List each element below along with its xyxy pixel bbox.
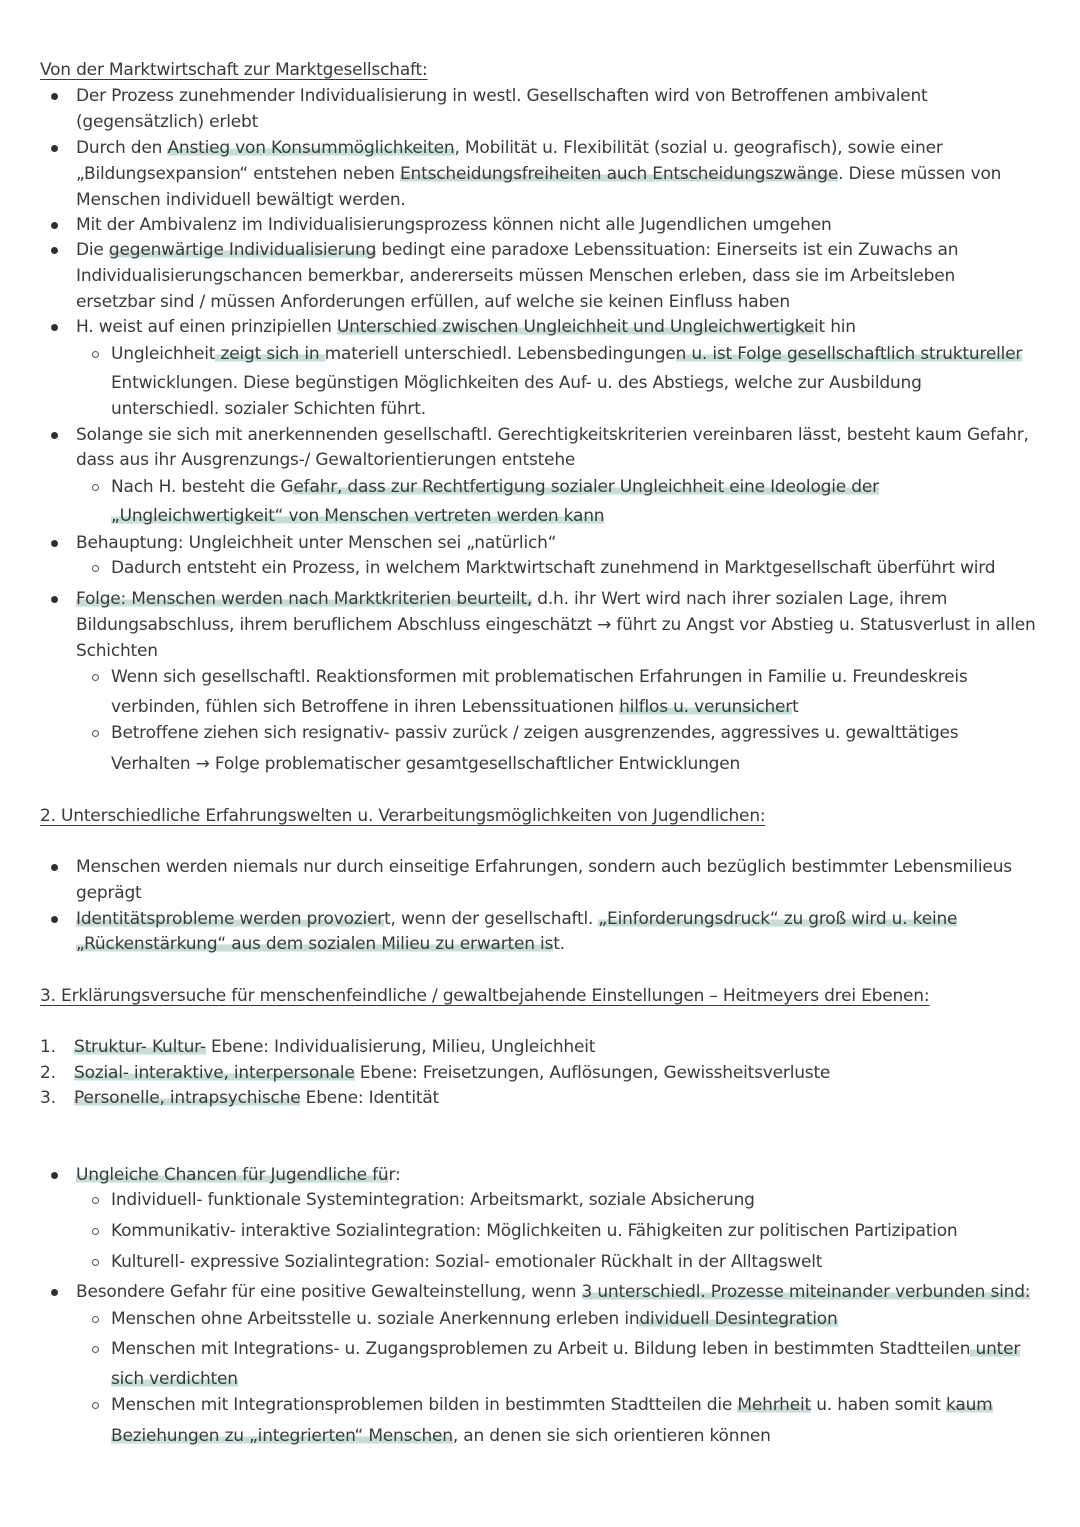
text-line xyxy=(74,1061,830,1085)
text-segment: Behauptung: Ungleichheit unter Menschen sei „natürlich“ xyxy=(76,533,557,553)
highlighted-text: Folge: Menschen werden nach Marktkriterien beurteilt, xyxy=(76,589,533,609)
highlighted-text: Personelle, intrapsychische xyxy=(74,1088,301,1108)
text-segment: unterschiedl. sozialer Schichten führt. xyxy=(111,399,426,419)
text-line xyxy=(111,397,426,421)
sub-bullet-icon xyxy=(92,565,99,572)
text-line xyxy=(76,238,958,262)
text-segment: Individualisierungschancen bemerkbar, andererseits müssen Menschen erleben, dass sie im Arbeitsleben xyxy=(76,266,956,286)
text-line xyxy=(111,475,879,499)
text-segment: u. haben somit xyxy=(811,1395,947,1415)
text-segment: Menschen mit Integrationsproblemen bilden in bestimmten Stadtteilen die xyxy=(111,1395,738,1415)
bullet-icon xyxy=(51,145,58,152)
text-line xyxy=(111,1219,957,1243)
highlighted-text: unter xyxy=(970,1339,1021,1359)
text-segment: Mit der Ambivalenz im Individualisierungsprozess können nicht alle Jugendlichen umgehen xyxy=(76,215,832,235)
section1-heading: Von der Marktwirtschaft zur Marktgesellschaft: xyxy=(40,60,428,80)
bullet-icon xyxy=(51,596,58,603)
highlighted-text: Ungleiche Chancen für Jugendliche fü xyxy=(76,1165,389,1185)
highlighted-text: Identitätsprobleme werden provozier xyxy=(76,909,385,929)
bullet-icon xyxy=(51,1289,58,1296)
text-line xyxy=(111,1337,1020,1361)
text-segment: Die xyxy=(76,240,109,260)
list-number: 3. xyxy=(40,1088,56,1108)
text-line xyxy=(111,1307,838,1331)
text-line xyxy=(111,556,995,580)
text-segment: Individuell- funktionale Systemintegration: Arbeitsmarkt, soziale Absicherung xyxy=(111,1190,755,1210)
text-segment: Besondere Gefahr für eine positive Gewalteinstellung, wenn xyxy=(76,1282,582,1302)
text-line xyxy=(76,639,158,663)
text-line xyxy=(76,932,565,956)
text-segment: Menschen individuell bewältigt werden. xyxy=(76,190,406,210)
text-segment: bedingt eine paradoxe Lebenssituation: Einerseits ist ein Zuwachs an xyxy=(376,240,959,260)
text-line xyxy=(74,1086,439,1110)
text-line xyxy=(76,213,832,237)
text-segment: Durch den xyxy=(76,138,168,158)
text-line xyxy=(111,752,740,776)
highlighted-text: kaum xyxy=(946,1395,993,1415)
section2-heading: 2. Unterschiedliche Erfahrungswelten u. Verarbeitungsmöglichkeiten von Jugendlichen: xyxy=(40,806,766,826)
highlighted-text: Struktur- Kultur- xyxy=(74,1037,206,1057)
text-line xyxy=(76,613,1036,637)
text-segment: Verhalten → Folge problematischer gesamtgesellschaftlicher Entwicklungen xyxy=(111,754,741,774)
highlighted-text: Entscheidungsfreiheiten auch Entscheidungszwänge xyxy=(400,164,839,184)
list-number: 2. xyxy=(40,1063,56,1083)
text-segment: Entwicklungen. Diese begünstigen Möglichkeiten des Auf- u. des Abstiegs, welche zur Ausbildung xyxy=(111,373,922,393)
text-segment: t xyxy=(792,697,799,717)
text-segment: Ebene: Identität xyxy=(300,1088,440,1108)
text-segment: Bildungsabschluss, ihrem beruflichem Abschluss eingeschätzt → führt zu Angst vor Abstieg u. Statusverlust in allen xyxy=(76,615,1036,635)
text-line xyxy=(76,136,943,160)
text-segment: Ebene: Freisetzungen, Auflösungen, Gewissheitsverluste xyxy=(354,1063,831,1083)
text-line xyxy=(76,110,258,134)
text-segment: Ungleichheit xyxy=(111,344,216,364)
section3-heading: 3. Erklärungsversuche für menschenfeindliche / gewaltbejahende Einstellungen – Heitmeyers drei Ebenen: xyxy=(40,986,930,1006)
text-line xyxy=(76,423,1029,447)
text-line xyxy=(76,881,142,905)
bullet-icon xyxy=(51,916,58,923)
bullet-icon xyxy=(51,93,58,100)
text-segment: dass aus ihr Ausgrenzungs-/ Gewaltorientierungen entstehe xyxy=(76,450,576,470)
text-segment: . Diese müssen von xyxy=(838,164,1002,184)
text-segment: t. xyxy=(553,934,565,954)
text-line xyxy=(76,290,790,314)
text-line xyxy=(111,371,922,395)
text-line xyxy=(111,1393,993,1417)
text-line xyxy=(76,531,556,555)
text-segment: Menschen ohne Arbeitsstelle u. soziale Anerkennung erleben in xyxy=(111,1309,640,1329)
sub-bullet-icon xyxy=(92,1197,99,1204)
text-segment: (gegensätzlich) erlebt xyxy=(76,112,259,132)
text-segment: verbinden, fühlen sich Betroffene in ihren Lebenssituationen xyxy=(111,697,620,717)
highlighted-text: zeigt sich in xyxy=(215,344,325,364)
text-segment: r: xyxy=(388,1165,401,1185)
highlighted-text: gegenwärtige Individualisierung xyxy=(108,240,377,260)
bullet-icon xyxy=(51,324,58,331)
highlighted-text: hilflos u. verunsicher xyxy=(619,697,793,717)
highlighted-text: „Rückenstärkung“ aus dem sozialen Milieu zu erwarten is xyxy=(76,934,554,954)
bullet-icon xyxy=(51,432,58,439)
highlighted-text: sich verdichten xyxy=(111,1369,238,1389)
text-line xyxy=(76,315,856,339)
highlighted-text: dividuell Desintegration xyxy=(639,1309,838,1329)
text-segment: , an denen sie sich orientieren können xyxy=(452,1426,771,1446)
bullet-icon xyxy=(51,247,58,254)
highlighted-text: Unterschied zwischen Ungleichheit und Ungleichwertigke xyxy=(336,317,814,337)
highlighted-text: Beziehungen zu „integrierten“ Menschen xyxy=(111,1426,453,1446)
text-segment: Menschen werden niemals nur durch einseitige Erfahrungen, sondern auch bezüglich bestimmter Lebensmilieus xyxy=(76,857,1012,877)
text-segment: Ebene: Individualisierung, Milieu, Ungleichheit xyxy=(205,1037,596,1057)
highlighted-text: efahr, dass zur Rechtfertigung sozialer Ungleichheit eine Ideologie der xyxy=(293,477,879,497)
text-segment: it hin xyxy=(814,317,856,337)
text-line xyxy=(74,1035,595,1059)
text-segment: Kommunikativ- interaktive Sozialintegration: Möglichkeiten u. Fähigkeiten zur politischen Partizipation xyxy=(111,1221,958,1241)
text-line xyxy=(76,264,955,288)
text-line xyxy=(111,721,958,745)
text-line xyxy=(76,1163,401,1187)
text-line xyxy=(76,855,1012,879)
list-number: 1. xyxy=(40,1037,56,1057)
bullet-icon xyxy=(51,864,58,871)
text-line xyxy=(76,448,575,472)
text-line xyxy=(111,1188,755,1212)
text-line xyxy=(111,342,1022,366)
highlighted-text: „Ungleichwertigkeit“ von Menschen vertreten werden kann xyxy=(111,506,605,526)
text-line xyxy=(76,188,406,212)
text-line xyxy=(111,1250,822,1274)
sub-bullet-icon xyxy=(92,1316,99,1323)
highlighted-text: „Einforderungsdruck“ zu groß wird u. keine xyxy=(598,909,958,929)
highlighted-text: 3 unterschiedl. Prozesse miteinander verbunden sind: xyxy=(581,1282,1031,1302)
sub-bullet-icon xyxy=(92,351,99,358)
text-segment: materiell unterschiedl. Lebensbedingunge xyxy=(324,344,676,364)
text-segment: Der Prozess zunehmender Individualisierung in westl. Gesellschaften wird von Betroffenen ambivalent xyxy=(76,86,928,106)
bullet-icon xyxy=(51,540,58,547)
text-segment: Schichten xyxy=(76,641,158,661)
text-segment: t, wenn der gesellschaftl. xyxy=(384,909,599,929)
bullet-icon xyxy=(51,1172,58,1179)
text-segment: Betroffene ziehen sich resignativ- passiv zurück / zeigen ausgrenzendes, aggressives u. gewalttätiges xyxy=(111,723,959,743)
text-segment: Kulturell- expressive Sozialintegration: Sozial- emotionaler Rückhalt in der Alltagswelt xyxy=(111,1252,823,1272)
highlighted-text: Sozial- interaktive, interpersonale xyxy=(74,1063,355,1083)
sub-bullet-icon xyxy=(92,1402,99,1409)
text-segment: d.h. ihr Wert wird nach ihrer sozialen Lage, ihrem xyxy=(532,589,948,609)
text-segment: Nach H. besteht die G xyxy=(111,477,294,497)
highlighted-text: n u. ist Folge gesellschaftlich struktureller xyxy=(675,344,1023,364)
text-line xyxy=(111,695,799,719)
text-line xyxy=(111,665,968,689)
bullet-icon xyxy=(51,222,58,229)
text-line xyxy=(76,84,928,108)
sub-bullet-icon xyxy=(92,1228,99,1235)
highlighted-text: Anstieg von Konsummöglichkeiten xyxy=(167,138,455,158)
sub-bullet-icon xyxy=(92,484,99,491)
text-segment: , Mobilität u. Flexibilität (sozial u. geografisch), sowie einer xyxy=(454,138,943,158)
sub-bullet-icon xyxy=(92,730,99,737)
text-line xyxy=(76,587,947,611)
text-segment: ersetzbar sind / müssen Anforderungen erfüllen, auf welche sie keinen Einfluss haben xyxy=(76,292,790,312)
text-line xyxy=(76,162,1001,186)
text-segment: Dadurch entsteht ein Prozess, in welchem Marktwirtschaft zunehmend in Marktgesellschaft überführt wird xyxy=(111,558,996,578)
sub-bullet-icon xyxy=(92,1346,99,1353)
sub-bullet-icon xyxy=(92,674,99,681)
text-segment: geprägt xyxy=(76,883,142,903)
text-segment: Menschen mit Integrations- u. Zugangsproblemen zu Arbeit u. Bildung leben in bestimmten Stadtteilen xyxy=(111,1339,971,1359)
text-segment: Solange sie sich mit anerkennenden gesellschaftl. Gerechtigkeitskriterien vereinbaren lässt, besteht kaum Gefahr, xyxy=(76,425,1029,445)
text-line xyxy=(111,1367,238,1391)
text-segment: H. weist auf einen prinzipiellen xyxy=(76,317,337,337)
text-segment: „Bildungsexpansion“ entstehen neben xyxy=(76,164,400,184)
sub-bullet-icon xyxy=(92,1259,99,1266)
text-line xyxy=(111,504,604,528)
highlighted-text: Mehrheit xyxy=(737,1395,812,1415)
text-line xyxy=(76,907,957,931)
text-line xyxy=(111,1424,771,1448)
text-segment: Wenn sich gesellschaftl. Reaktionsformen mit problematischen Erfahrungen in Familie u. Freundeskreis xyxy=(111,667,968,687)
text-line xyxy=(76,1280,1030,1304)
